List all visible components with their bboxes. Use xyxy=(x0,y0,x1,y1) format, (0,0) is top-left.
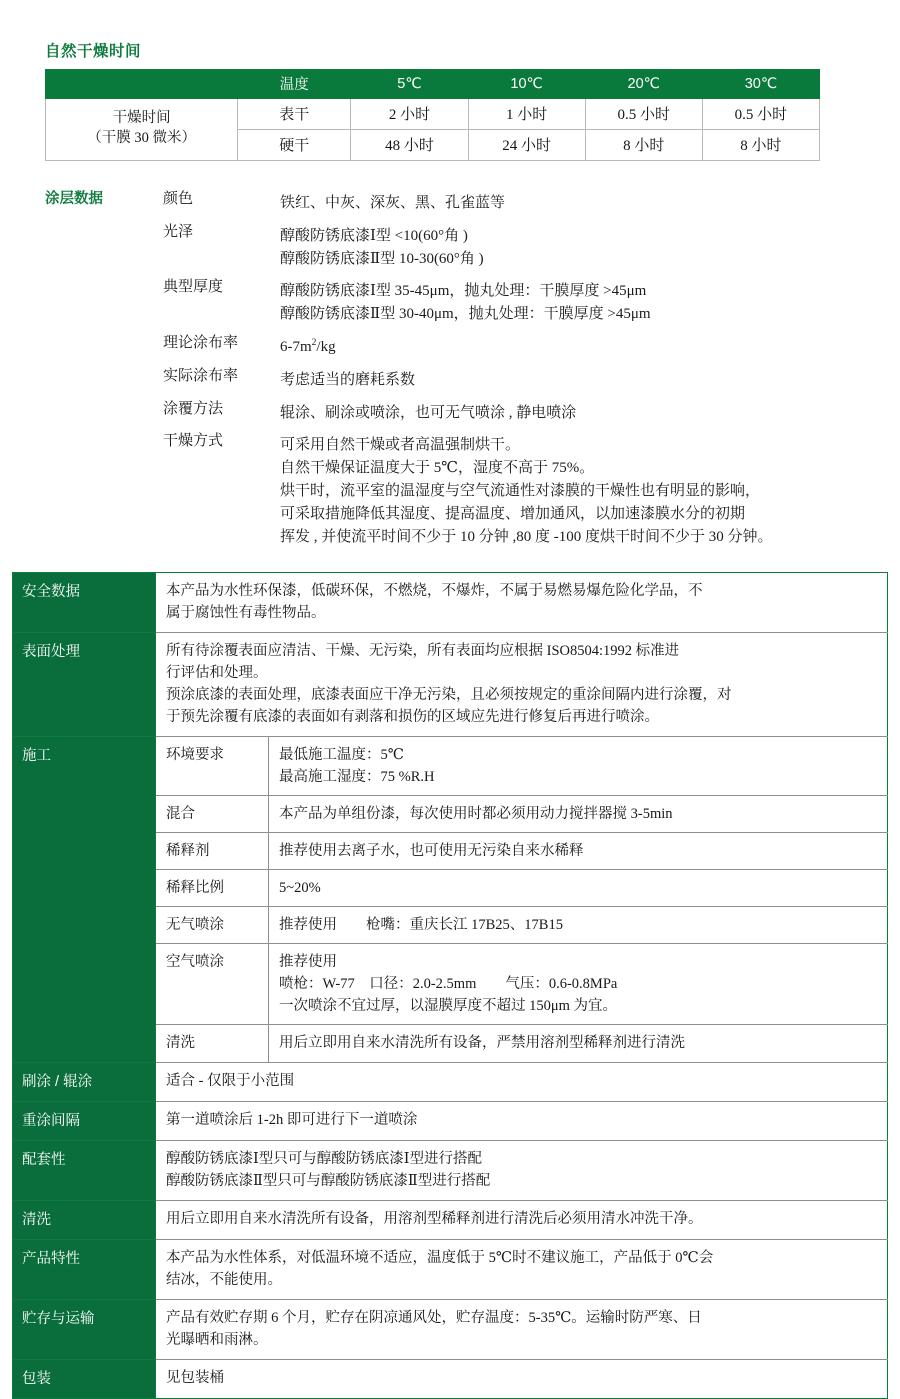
sub-value-mixing xyxy=(269,796,888,833)
table-row-product-properties xyxy=(13,1239,888,1299)
value-line: 可采用自然干燥或者高温强制烘干。 xyxy=(280,437,521,454)
value-line: 自然干燥保证温度大于 5℃，湿度不高于 75%。 xyxy=(280,460,595,477)
row-value-surface-treatment xyxy=(156,633,888,737)
table-row-recoat-interval xyxy=(13,1101,888,1140)
value-line: 醇酸防锈底漆Ⅱ型只可与醇酸防锈底漆Ⅱ型进行搭配 xyxy=(166,1172,491,1189)
coating-data-title: 涂层数据 xyxy=(45,191,103,207)
value-line: 醇酸防锈底漆Ⅱ型 10-30(60°角 ) xyxy=(280,250,484,267)
value-line: 第一道喷涂后 1-2h 即可进行下一道喷涂 xyxy=(166,1111,418,1128)
item-label-color: 颜色 xyxy=(163,191,194,207)
row-value-storage-transport xyxy=(156,1299,888,1359)
table-header-row xyxy=(46,69,820,98)
row-label-recoat-interval: 重涂间隔 xyxy=(13,1101,156,1140)
value-line: 光曝晒和雨淋。 xyxy=(166,1331,268,1348)
row-label-brush-roller: 刷涂 / 辊涂 xyxy=(13,1062,156,1101)
sub-value-air-spray xyxy=(269,944,888,1025)
value-line: 挥发 , 并使流平时间不少于 10 分钟 ,80 度 -100 度烘干时间不少于 30 分钟。 xyxy=(280,528,773,545)
value-line: 最低施工温度：5℃ xyxy=(279,747,404,764)
coating-data-item-thickness xyxy=(0,280,900,326)
row-name-hard-dry: 硬干 xyxy=(238,129,351,160)
item-value-color xyxy=(280,192,900,215)
value-line: 见包装桶 xyxy=(166,1369,224,1386)
row-label-line-2: （干膜 30 微米） xyxy=(87,130,196,146)
value-line: 属于腐蚀性有毒性物品。 xyxy=(166,605,326,622)
header-cell-temperature: 温度 xyxy=(238,69,351,98)
sub-label-mixing: 混合 xyxy=(156,796,269,833)
specification-table-section xyxy=(12,572,888,1399)
value-line: 辊涂、刷涂或喷涂，也可无气喷涂 , 静电喷涂 xyxy=(280,404,577,421)
value-line: 产品有效贮存期 6 个月，贮存在阴凉通风处，贮存温度：5-35℃。运输时防严寒、日 xyxy=(166,1309,702,1326)
header-cell-30c: 30℃ xyxy=(702,69,819,98)
sub-value-cleaning xyxy=(269,1025,888,1062)
value-line xyxy=(280,336,870,359)
item-label-theoretical-coverage: 理论涂布率 xyxy=(163,334,239,351)
row-label-surface-treatment: 表面处理 xyxy=(13,633,156,737)
cell-surface-dry-5c: 2 小时 xyxy=(351,98,468,129)
row-value-recoat-interval xyxy=(156,1101,888,1140)
row-label-line-1: 干燥时间 xyxy=(112,110,171,127)
value-line: 可采取措施降低其湿度、提高温度、增加通风，以加速漆膜水分的初期 xyxy=(280,505,746,522)
value-line: 考虑适当的磨耗系数 xyxy=(280,371,416,388)
cell-hard-dry-10c: 24 小时 xyxy=(468,129,585,160)
table-row-surface-treatment xyxy=(13,633,888,737)
item-label-drying-method: 干燥方式 xyxy=(163,433,224,450)
cell-hard-dry-30c: 8 小时 xyxy=(702,129,819,160)
value-line: 醇酸防锈底漆Ⅰ型只可与醇酸防锈底漆Ⅰ型进行搭配 xyxy=(166,1150,482,1167)
coverage-suffix: /kg xyxy=(316,338,336,355)
value-line: 最高施工湿度：75 %R.H xyxy=(279,769,435,786)
sub-value-airless-spray xyxy=(269,907,888,944)
header-cell-5c: 5℃ xyxy=(351,69,468,98)
value-line: 用后立即用自来水清洗所有设备，严禁用溶剂型稀释剂进行清洗 xyxy=(279,1035,685,1052)
row-value-packaging xyxy=(156,1359,888,1398)
value-line: 烘干时，流平室的温湿度与空气流通性对漆膜的干燥性也有明显的影响， xyxy=(280,482,761,499)
cell-surface-dry-10c: 1 小时 xyxy=(468,98,585,129)
row-value-product-properties xyxy=(156,1239,888,1299)
value-line: 推荐使用 xyxy=(279,954,337,971)
row-value-cleaning xyxy=(156,1200,888,1239)
table-row xyxy=(46,98,820,129)
cell-hard-dry-20c: 8 小时 xyxy=(585,129,702,160)
item-value-drying-method xyxy=(280,434,900,548)
value-line: 结冰，不能使用。 xyxy=(166,1271,282,1288)
coating-data-item-practical-coverage xyxy=(0,369,900,392)
header-cell-blank xyxy=(46,69,238,98)
coating-data-item-color xyxy=(0,192,900,215)
value-line: 一次喷涂不宜过厚，以湿膜厚度不超过 150μm 为宜。 xyxy=(279,998,618,1015)
item-value-theoretical-coverage xyxy=(280,336,900,359)
item-label-practical-coverage: 实际涂布率 xyxy=(163,367,239,384)
value-line: 醇酸防锈底漆Ⅰ型 <10(60°角 ) xyxy=(280,227,468,244)
sub-label-dilution-ratio: 稀释比例 xyxy=(156,870,269,907)
value-line: 用后立即用自来水清洗所有设备，用溶剂型稀释剂进行清洗后必须用清水冲洗干净。 xyxy=(166,1210,703,1227)
cell-surface-dry-30c: 0.5 小时 xyxy=(702,98,819,129)
table-row-safety-data xyxy=(13,573,888,633)
value-line: 推荐使用 枪嘴：重庆长江 17B25、17B15 xyxy=(279,917,563,934)
row-label-storage-transport: 贮存与运输 xyxy=(13,1299,156,1359)
table-row-cleaning xyxy=(13,1200,888,1239)
sub-label-cleaning: 清洗 xyxy=(156,1025,269,1062)
value-line: 本产品为水性环保漆，低碳环保，不燃烧，不爆炸，不属于易燃易爆危险化学品，不 xyxy=(166,583,703,599)
table-row-packaging xyxy=(13,1359,888,1398)
value-line: 本产品为水性体系，对低温环境不适应，温度低于 5℃时不建议施工，产品低于 0℃会 xyxy=(166,1249,714,1266)
sub-value-environment xyxy=(269,737,888,796)
value-line: 本产品为单组份漆，每次使用时都必须用动力搅拌器搅 3-5min xyxy=(279,806,673,823)
row-value-brush-roller xyxy=(156,1062,888,1101)
coating-data-item-gloss xyxy=(0,225,900,271)
cell-surface-dry-20c: 0.5 小时 xyxy=(585,98,702,129)
sub-value-thinner xyxy=(269,833,888,870)
header-cell-10c: 10℃ xyxy=(468,69,585,98)
value-line: 醇酸防锈底漆Ⅱ型 30-40μm，抛丸处理：干膜厚度 >45μm xyxy=(280,306,651,323)
item-label-application-method: 涂覆方法 xyxy=(163,400,224,417)
table-row-compatibility xyxy=(13,1140,888,1200)
coating-data-item-theoretical-coverage xyxy=(0,336,900,359)
table-row-storage-transport xyxy=(13,1299,888,1359)
row-label-product-properties: 产品特性 xyxy=(13,1239,156,1299)
coverage-prefix: 6-7m xyxy=(280,338,312,355)
coating-data-section xyxy=(0,192,900,548)
sub-label-thinner: 稀释剂 xyxy=(156,833,269,870)
sub-label-airless-spray: 无气喷涂 xyxy=(156,907,269,944)
row-label-cleaning: 清洗 xyxy=(13,1200,156,1239)
value-line: 行评估和处理。 xyxy=(166,665,268,682)
sub-label-air-spray: 空气喷涂 xyxy=(156,944,269,1025)
table-row-brush-roller xyxy=(13,1062,888,1101)
specification-table xyxy=(12,572,888,1399)
drying-time-title: 自然干燥时间 xyxy=(45,43,142,60)
row-value-compatibility xyxy=(156,1140,888,1200)
coating-data-item-application-method xyxy=(0,402,900,425)
row-label-compatibility: 配套性 xyxy=(13,1140,156,1200)
value-line: 适合 - 仅限于小范围 xyxy=(166,1072,295,1089)
item-label-gloss: 光泽 xyxy=(163,223,194,240)
drying-time-section xyxy=(0,0,900,161)
value-line: 喷枪：W-77 口径：2.0-2.5mm 气压：0.6-0.8MPa xyxy=(279,976,618,993)
item-label-thickness: 典型厚度 xyxy=(163,279,224,296)
row-label-safety-data: 安全数据 xyxy=(13,573,156,633)
item-value-practical-coverage xyxy=(280,369,900,392)
sub-label-environment: 环境要求 xyxy=(156,737,269,796)
cell-hard-dry-5c: 48 小时 xyxy=(351,129,468,160)
drying-time-row-label xyxy=(46,98,238,160)
header-cell-20c: 20℃ xyxy=(585,69,702,98)
value-line: 所有待涂覆表面应清洁、干燥、无污染，所有表面均应根据 ISO8504:1992 标准进 xyxy=(166,643,680,660)
sub-value-dilution-ratio xyxy=(269,870,888,907)
value-line: 铁红、中灰、深灰、黑、孔雀蓝等 xyxy=(280,195,506,211)
value-line: 预涂底漆的表面处理，底漆表面应干净无污染，且必须按规定的重涂间隔内进行涂覆，对 xyxy=(166,687,732,704)
row-value-safety-data xyxy=(156,573,888,633)
item-value-gloss xyxy=(280,225,900,271)
row-label-construction: 施工 xyxy=(13,737,156,1062)
row-label-packaging: 包装 xyxy=(13,1359,156,1398)
item-value-application-method xyxy=(280,402,900,425)
value-line: 推荐使用去离子水，也可使用无污染自来水稀释 xyxy=(279,843,584,860)
item-value-thickness xyxy=(280,280,900,326)
coverage-superscript: 2 xyxy=(311,337,317,348)
value-line: 于预先涂覆有底漆的表面如有剥落和损伤的区域应先进行修复后再进行喷涂。 xyxy=(166,709,659,726)
value-line: 醇酸防锈底漆Ⅰ型 35-45μm，抛丸处理：干膜厚度 >45μm xyxy=(280,283,647,300)
coating-data-item-drying-method xyxy=(0,434,900,548)
table-row-construction-environment xyxy=(13,737,888,796)
row-name-surface-dry: 表干 xyxy=(238,98,351,129)
value-line: 5~20% xyxy=(279,880,321,897)
drying-time-table xyxy=(45,69,820,161)
